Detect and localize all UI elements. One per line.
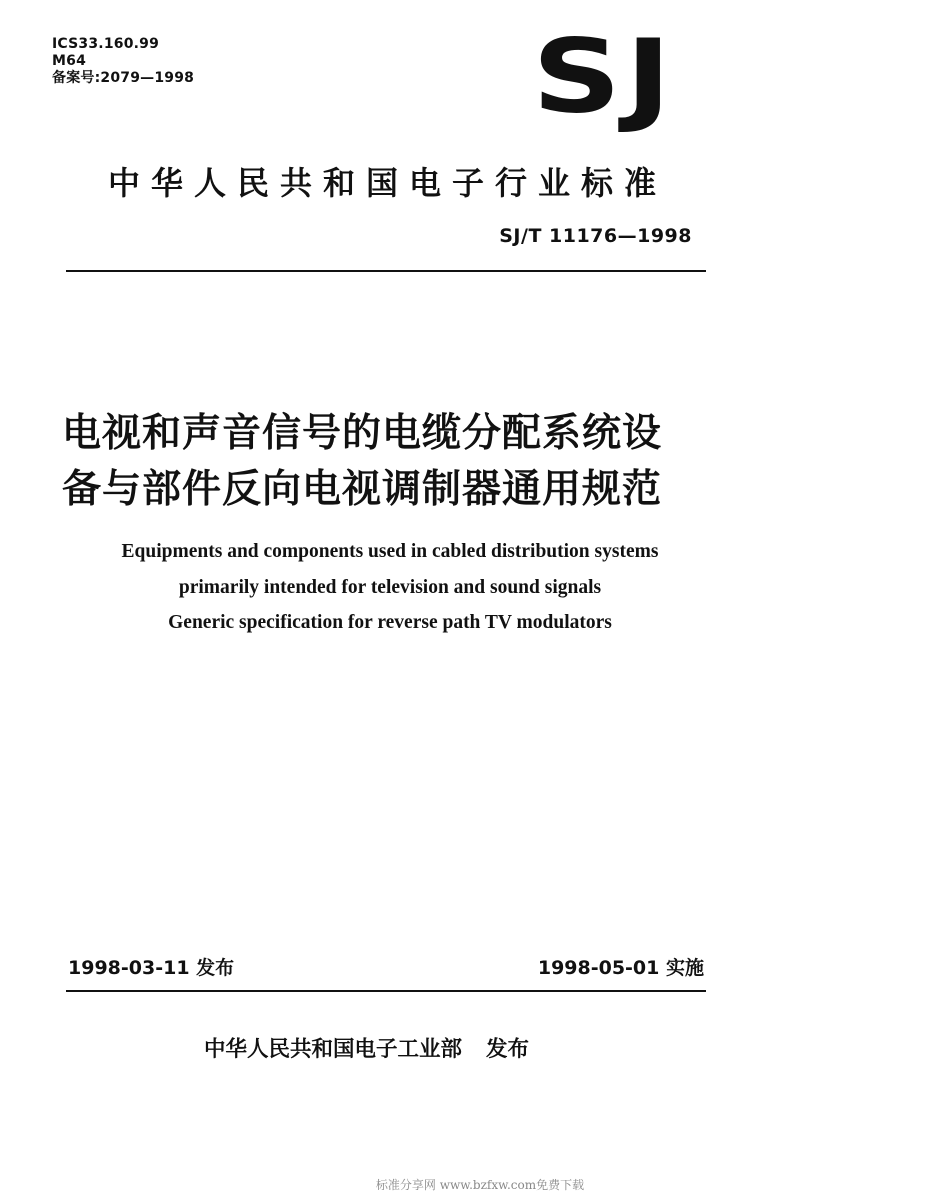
classification-code: M64: [52, 53, 87, 69]
issuer-name: 中华人民共和国电子工业部: [204, 1037, 463, 1062]
record-number: 备案号:2079—1998: [52, 70, 195, 86]
standard-number: SJ/T 11176—1998: [499, 225, 692, 247]
top-divider: [66, 270, 706, 272]
issuer-line: [204, 1032, 529, 1063]
chinese-title-line-2: 备与部件反向电视调制器通用规范: [62, 467, 663, 512]
footer-watermark: 标准分享网 www.bzfxw.com免费下载: [375, 1178, 585, 1192]
implementation-date: 1998-05-01 实施: [537, 957, 704, 979]
chinese-title-line-1: 电视和声音信号的电缆分配系统设: [62, 411, 663, 456]
bottom-divider: [66, 990, 706, 992]
ics-code: ICS33.160.99: [52, 36, 160, 52]
standard-organization-title: 中华人民共和国电子行业标准: [108, 164, 668, 202]
english-title-line-2: primarily intended for television and sound signals: [178, 577, 602, 598]
english-title-line-1: Equipments and components used in cabled distribution systems: [121, 541, 659, 562]
sj-logo: SJ: [532, 18, 676, 137]
issuer-action: 发布: [486, 1037, 530, 1062]
issue-date: 1998-03-11 发布: [68, 957, 235, 979]
english-title-line-3: Generic specification for reverse path TV modulators: [168, 612, 612, 633]
